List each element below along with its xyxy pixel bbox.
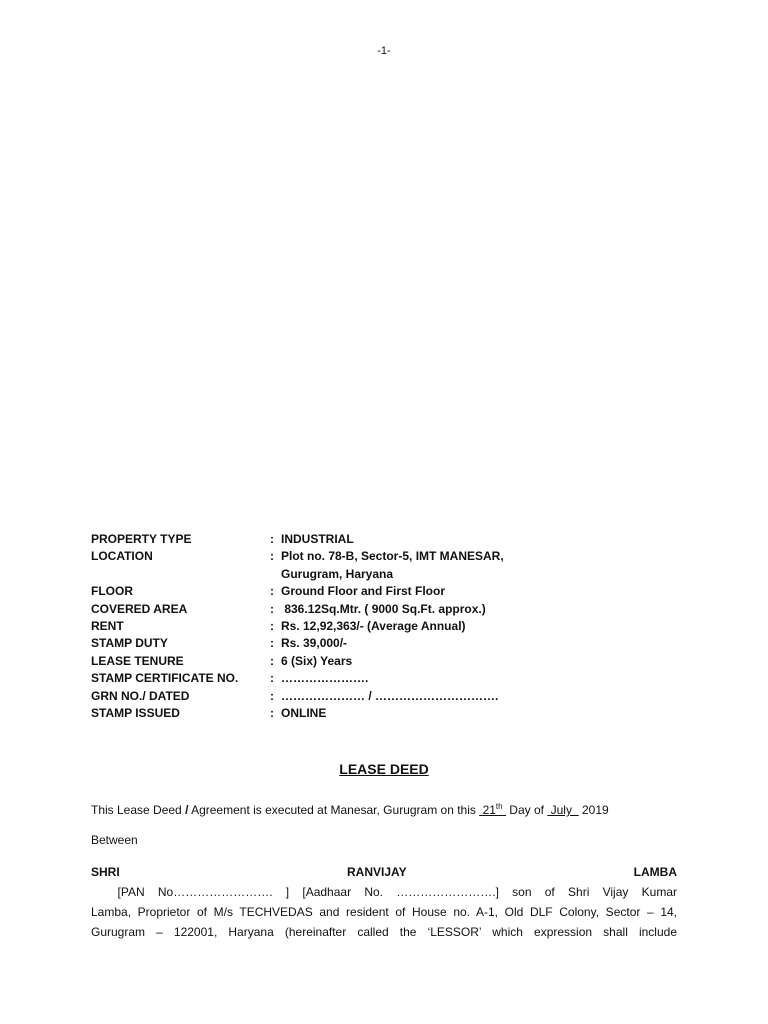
lessor-line-1: [91, 862, 677, 902]
between-text: Between: [91, 833, 138, 847]
detail-label: RENT: [91, 619, 124, 634]
lessor-paragraph: [91, 862, 677, 942]
detail-value: INDUSTRIAL: [281, 532, 354, 546]
detail-value: Plot no. 78-B, Sector-5, IMT MANESAR,: [281, 549, 504, 564]
detail-label: FLOOR: [91, 584, 133, 599]
execution-day-number: 21: [479, 803, 496, 817]
detail-row-rent: [91, 618, 504, 635]
detail-colon: :: [270, 636, 274, 651]
detail-colon: :: [270, 601, 274, 616]
execution-day-suffix: th: [495, 802, 503, 811]
detail-value: ONLINE: [281, 706, 327, 721]
detail-label: COVERED AREA: [91, 601, 188, 616]
execution-year: 2019: [578, 803, 609, 817]
detail-value: Rs. 12,92,363/- (Average Annual): [281, 619, 466, 634]
detail-row-stamp-issued: [91, 705, 504, 722]
detail-colon: :: [270, 584, 274, 599]
detail-label: LEASE TENURE: [91, 653, 184, 668]
detail-row-stamp-duty: [91, 635, 504, 652]
execution-middle: Agreement is executed at Manesar, Gurugram on this: [188, 803, 480, 817]
execution-paragraph: [91, 797, 677, 820]
detail-row-location: [91, 548, 504, 565]
detail-row-grn-dated: [91, 688, 504, 705]
detail-value: ………………… / ………………………….: [281, 688, 499, 703]
detail-value: ………………….: [281, 671, 369, 686]
detail-row-stamp-certificate: [91, 670, 504, 687]
property-details: [91, 531, 504, 722]
lessor-line-2: Lamba, Proprietor of M/s TECHVEDAS and resident of House no. A-1, Old DLF Colony, Sector – 14,: [91, 905, 677, 919]
detail-colon: :: [270, 619, 274, 634]
detail-label: [91, 566, 270, 583]
lessor-line-3: Gurugram – 122001, Haryana (hereinafter called the ‘LESSOR’ which expression shall include: [91, 925, 677, 939]
lessor-name: SHRI RANVIJAY LAMBA: [91, 865, 677, 879]
detail-colon: :: [270, 688, 274, 703]
detail-colon: :: [270, 706, 274, 721]
detail-colon: :: [270, 549, 274, 564]
execution-slash: /: [185, 803, 189, 817]
execution-month: July: [547, 803, 579, 817]
execution-day: [479, 803, 506, 817]
detail-colon: [270, 566, 281, 583]
detail-value: 6 (Six) Years: [281, 653, 353, 668]
page-number: -1-: [377, 45, 391, 57]
detail-label: GRN NO./ DATED: [91, 688, 190, 703]
detail-row-covered-area: [91, 601, 504, 618]
detail-label: STAMP CERTIFICATE NO.: [91, 671, 239, 686]
execution-day-word: Day of: [505, 803, 548, 817]
detail-label: LOCATION: [91, 549, 153, 564]
detail-label: STAMP DUTY: [91, 636, 168, 651]
detail-colon: :: [270, 671, 274, 686]
detail-row-lease-tenure: [91, 653, 504, 670]
detail-row-floor: [91, 583, 504, 600]
detail-label: PROPERTY TYPE: [91, 532, 192, 546]
document-title: LEASE DEED: [339, 761, 429, 777]
detail-row-property-type: [91, 531, 504, 548]
execution-prefix: This Lease Deed: [91, 803, 186, 817]
detail-colon: :: [270, 653, 274, 668]
detail-value: Rs. 39,000/-: [281, 636, 348, 651]
detail-colon: :: [270, 532, 274, 546]
lessor-line-1-rest: [PAN No……………………. ] [Aadhaar No. …………………….] son of Shri Vijay Kumar: [91, 885, 677, 899]
detail-row-location-continued: [91, 566, 504, 583]
detail-value: 836.12Sq.Mtr. ( 9000 Sq.Ft. approx.): [281, 601, 486, 616]
detail-value: Ground Floor and First Floor: [281, 584, 445, 599]
detail-value: Gurugram, Haryana: [281, 566, 394, 581]
detail-label: STAMP ISSUED: [91, 706, 180, 721]
